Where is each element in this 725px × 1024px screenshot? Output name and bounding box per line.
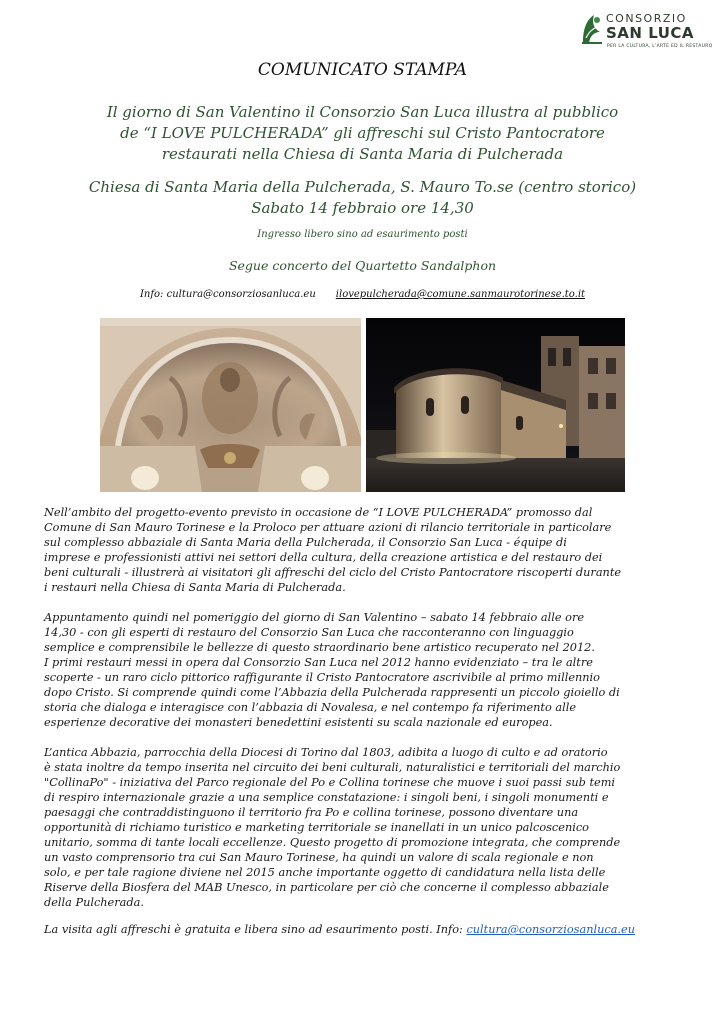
text-line: solo, e per tale ragione diviene nel 2015 anche importante oggetto di candidatura nella lista delle (44, 866, 606, 879)
subtitle-line: restaurati nella Chiesa di Santa Maria di Pulcherada (161, 145, 564, 163)
text-line: Comune di San Mauro Torinese e la Proloco per attuare azioni di rilancio territoriale in particolare (44, 521, 612, 534)
subtitle-line: Il giorno di San Valentino il Consorzio San Luca illustra al pubblico (106, 103, 619, 121)
logo-tagline: PER LA CULTURA, L'ARTE ED IL RESTAURO (607, 44, 713, 49)
text-line: scoperte - un raro ciclo pittorico raffigurante il Cristo Pantocratore ascrivibile al primo millennio (44, 671, 600, 684)
text-line: un vasto comprensorio tra cui San Mauro Torinese, ha quindi un valore di scala regionale e non (44, 851, 594, 864)
info-email-1[interactable]: Info: cultura@consorziosanluca.eu (139, 289, 316, 300)
paragraph-2 (44, 610, 684, 730)
text-line: semplice e comprensibile le bellezze di questo straordinario bene artistico recuperato nel 2012. (44, 641, 595, 654)
text-line: beni culturali - illustrerà ai visitatori gli affreschi del ciclo del Cristo Pantocratore riscoperti durante (44, 566, 622, 579)
text-line: opportunità di richiamo turistico e marketing territoriale se inanellati in un unico palcoscenico (44, 821, 589, 834)
text-line: esperienze decorative dei monasteri benedettini esistenti su scala nazionale ed europea. (44, 716, 553, 729)
paragraph-3 (44, 745, 684, 910)
closing-text: La visita agli affreschi è gratuita e libera sino ad esaurimento posti. Info: (44, 923, 467, 936)
text-line: Riserve della Biosfera del MAB Unesco, in particolare per ciò che concerne il complesso abbaziale (44, 881, 609, 894)
text-line: paesaggi che contraddistinguono il territorio fra Po e collina torinese, possono diventare una (44, 806, 579, 819)
subtitle-line: de “I LOVE PULCHERADA” gli affreschi sul Cristo Pantocratore (120, 124, 605, 142)
text-line: imprese e professionisti attivi nei settori della cultura, della creazione artistica e del restauro dei (44, 551, 603, 564)
text-line: i restauri nella Chiesa di Santa Maria di Pulcherada. (44, 581, 346, 594)
info-email-2[interactable]: ilovepulcherada@comune.sanmaurotorinese.to.it (335, 289, 586, 300)
venue-line: Chiesa di Santa Maria della Pulcherada, S. Mauro To.se (centro storico) (88, 178, 637, 196)
entry-note: Ingresso libero sino ad esaurimento posti (257, 229, 468, 240)
text-line: Appuntamento quindi nel pomeriggio del giorno di San Valentino – sabato 14 febbraio alle ore (44, 611, 585, 624)
text-line: L’antica Abbazia, parrocchia della Diocesi di Torino dal 1803, adibita a luogo di culto e ad oratorio (44, 746, 608, 759)
church-night-image (366, 318, 625, 492)
logo-emblem-icon (580, 12, 604, 46)
event-subtitle (0, 102, 725, 165)
event-venue (0, 177, 725, 219)
text-line: Nell’ambito del progetto-evento previsto in occasione de “I LOVE PULCHERADA” promosso dal (44, 506, 593, 519)
text-line: sul complesso abbaziale di Santa Maria della Pulcherada, il Consorzio San Luca - équipe di (44, 536, 567, 549)
text-line: di respiro internazionale grazie a una semplice constatazione: i singoli beni, i singoli monumenti e (44, 791, 609, 804)
info-line (0, 289, 725, 300)
text-line: 14,30 - con gli esperti di restauro del Consorzio San Luca che racconteranno con linguaggio (44, 626, 574, 639)
text-line: unitario, somma di tante locali eccellenze. Questo progetto di promozione integrata, che comprende (44, 836, 621, 849)
logo-line-1: CONSORZIO (606, 12, 687, 25)
text-line: dopo Cristo. Si comprende quindi come l’Abbazia della Pulcherada rappresenti un piccolo gioiello di (44, 686, 620, 699)
concert-note: Segue concerto del Quartetto Sandalphon (228, 258, 497, 273)
consorzio-logo (580, 10, 713, 50)
contact-email-link[interactable]: cultura@consorziosanluca.eu (466, 923, 635, 936)
text-line: della Pulcherada. (44, 896, 144, 909)
paragraph-4 (44, 922, 684, 937)
logo-line-2: SAN LUCA (606, 24, 695, 42)
text-line: I primi restauri messi in opera dal Consorzio San Luca nel 2012 hanno evidenziato – tra le altre (44, 656, 593, 669)
venue-datetime: Sabato 14 febbraio ore 14,30 (251, 199, 474, 217)
text-line: "CollinaPo" - iniziativa del Parco regionale del Po e Collina torinese che muove i suoi passi sub temi (44, 776, 616, 789)
text-line: è stata inoltre da tempo inserita nel circuito dei beni culturali, naturalistici e territoriali del marchio (44, 761, 621, 774)
document-title: COMUNICATO STAMPA (257, 60, 468, 80)
text-line: storia che dialoga e interagisce con l’abbazia di Novalesa, e nel contempo fa riferimento alle (44, 701, 577, 714)
fresco-apse-image (100, 318, 361, 492)
paragraph-1 (44, 505, 684, 595)
